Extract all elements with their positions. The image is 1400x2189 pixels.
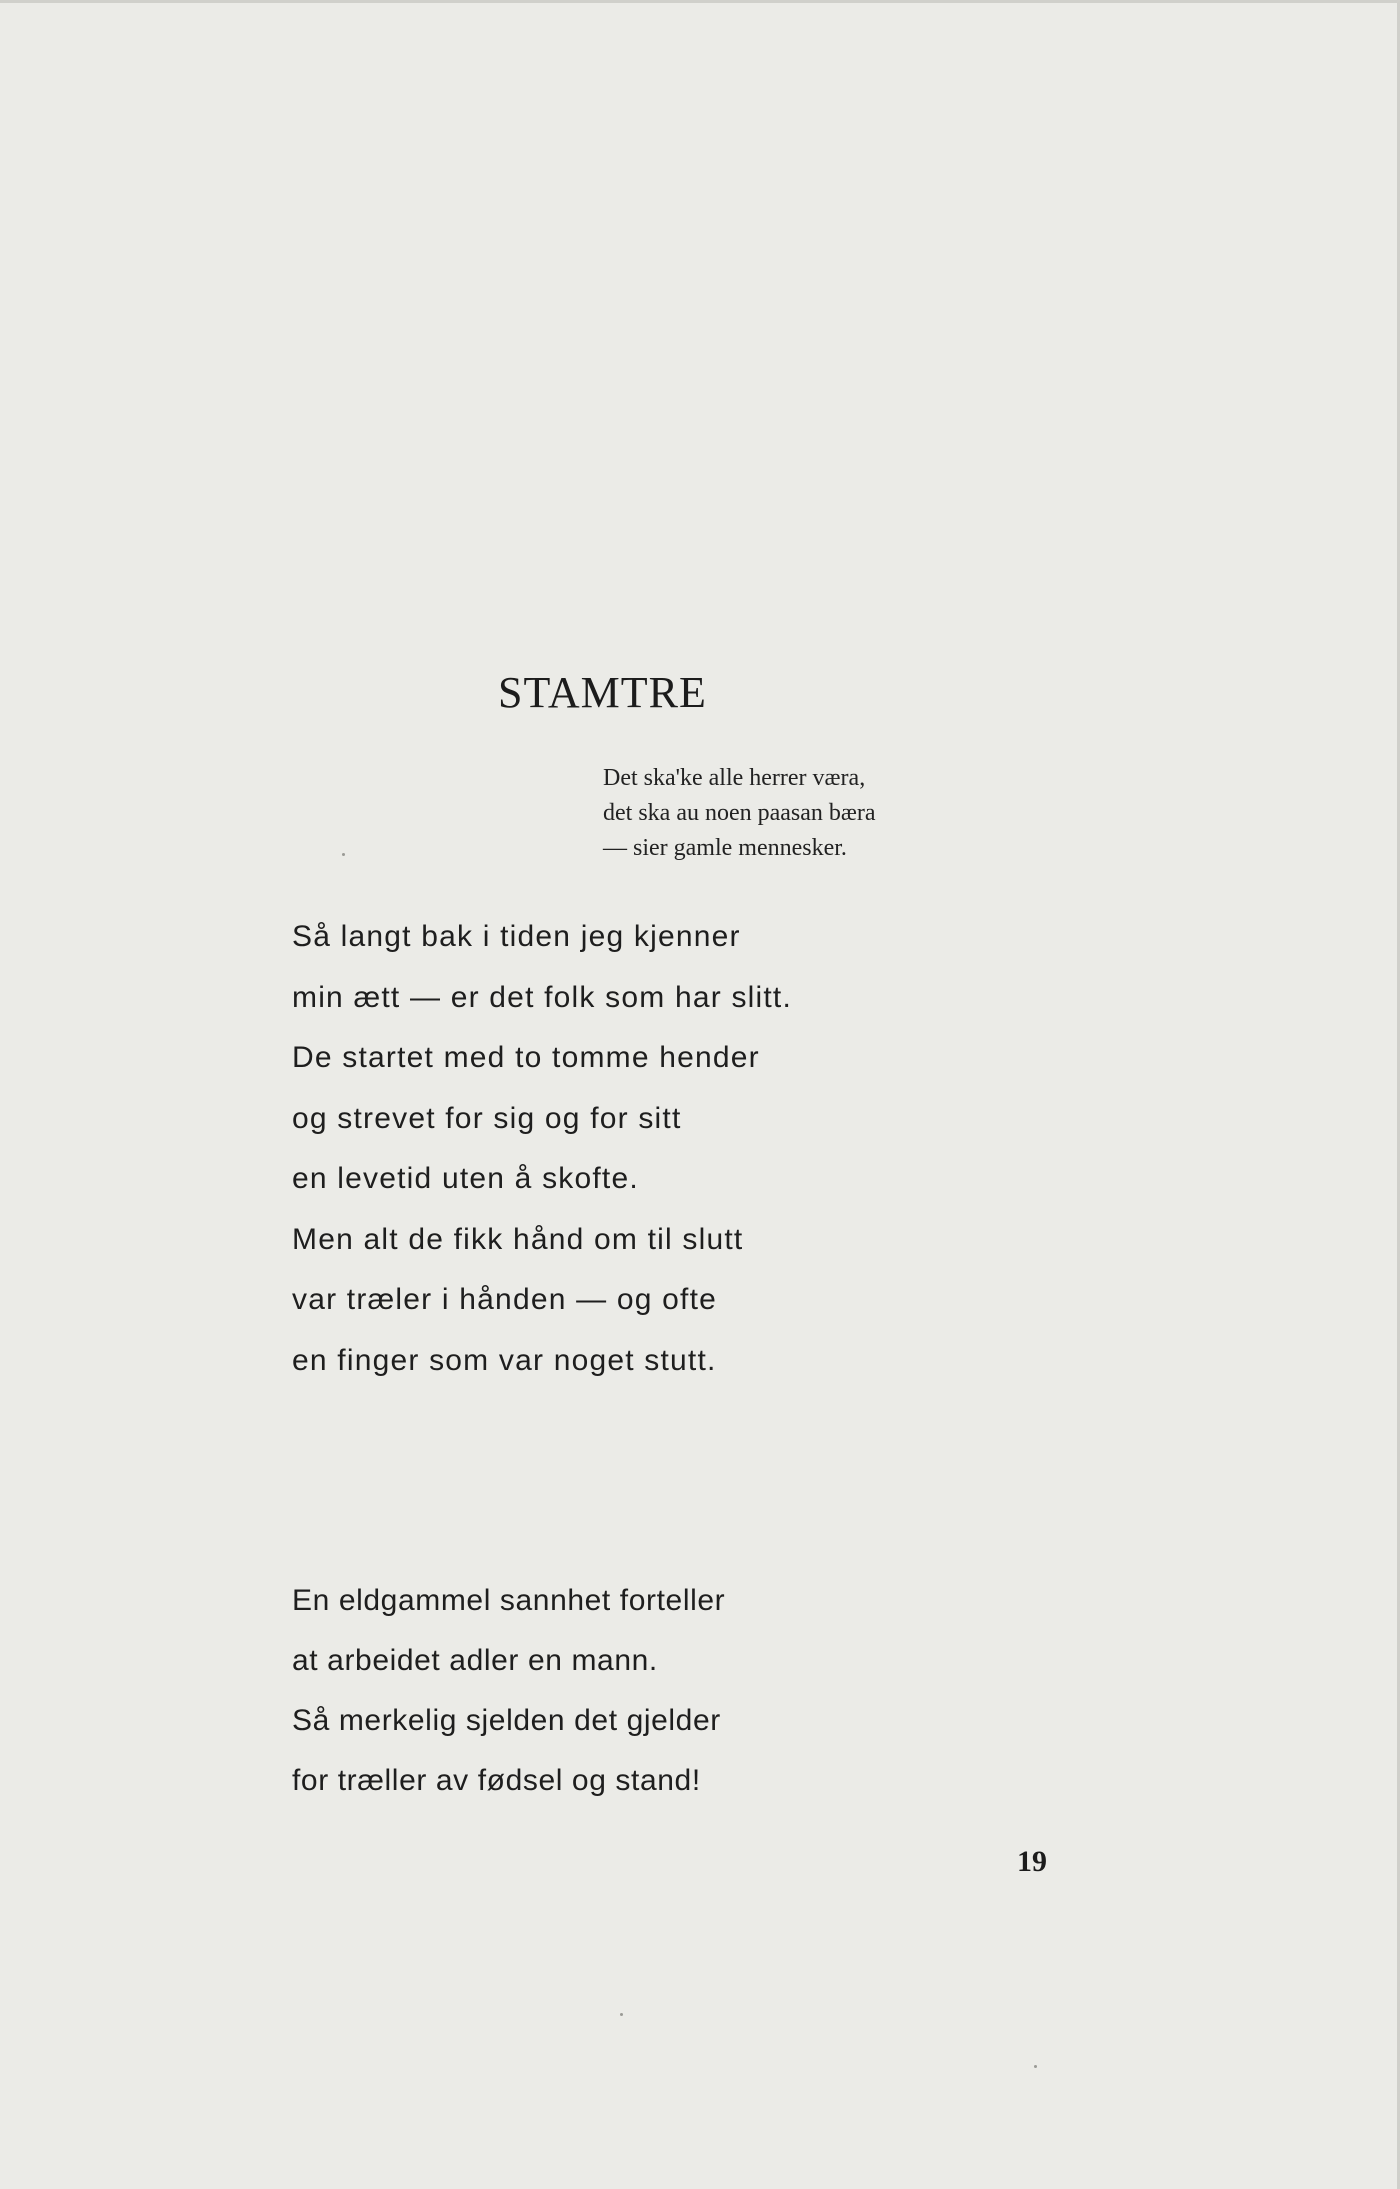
epigraph-line: — sier gamle mennesker.	[603, 835, 847, 861]
stanza-1	[292, 907, 792, 1391]
verse-line: en levetid uten å skofte.	[292, 1162, 639, 1195]
verse-line: Så langt bak i tiden jeg kjenner	[292, 920, 741, 953]
verse-line: De startet med to tomme hender	[292, 1041, 760, 1074]
verse-line: Men alt de fikk hånd om til slutt	[292, 1222, 744, 1256]
verse-line: min ætt — er det folk som har slitt.	[292, 980, 792, 1014]
poem-title: STAMTRE	[498, 668, 707, 717]
epigraph-line: det ska au noen paasan bæra	[603, 800, 876, 826]
verse-line: en finger som var noget stutt.	[292, 1343, 717, 1377]
verse-line: En eldgammel sannhet forteller	[292, 1584, 726, 1617]
stanza-2	[292, 1571, 725, 1811]
epigraph	[603, 761, 876, 866]
verse-line: var træler i hånden — og ofte	[292, 1283, 718, 1316]
paper-speck	[1034, 2065, 1037, 2068]
verse-line: for træller av fødsel og stand!	[292, 1764, 701, 1797]
paper-speck	[620, 2013, 623, 2016]
verse-line: og strevet for sig og for sitt	[292, 1101, 682, 1135]
page-number: 19	[1017, 1845, 1047, 1878]
paper-speck	[342, 853, 345, 856]
verse-line: Så merkelig sjelden det gjelder	[292, 1704, 721, 1737]
verse-line: at arbeidet adler en mann.	[292, 1644, 658, 1677]
epigraph-line: Det ska'ke alle herrer væra,	[603, 765, 866, 791]
